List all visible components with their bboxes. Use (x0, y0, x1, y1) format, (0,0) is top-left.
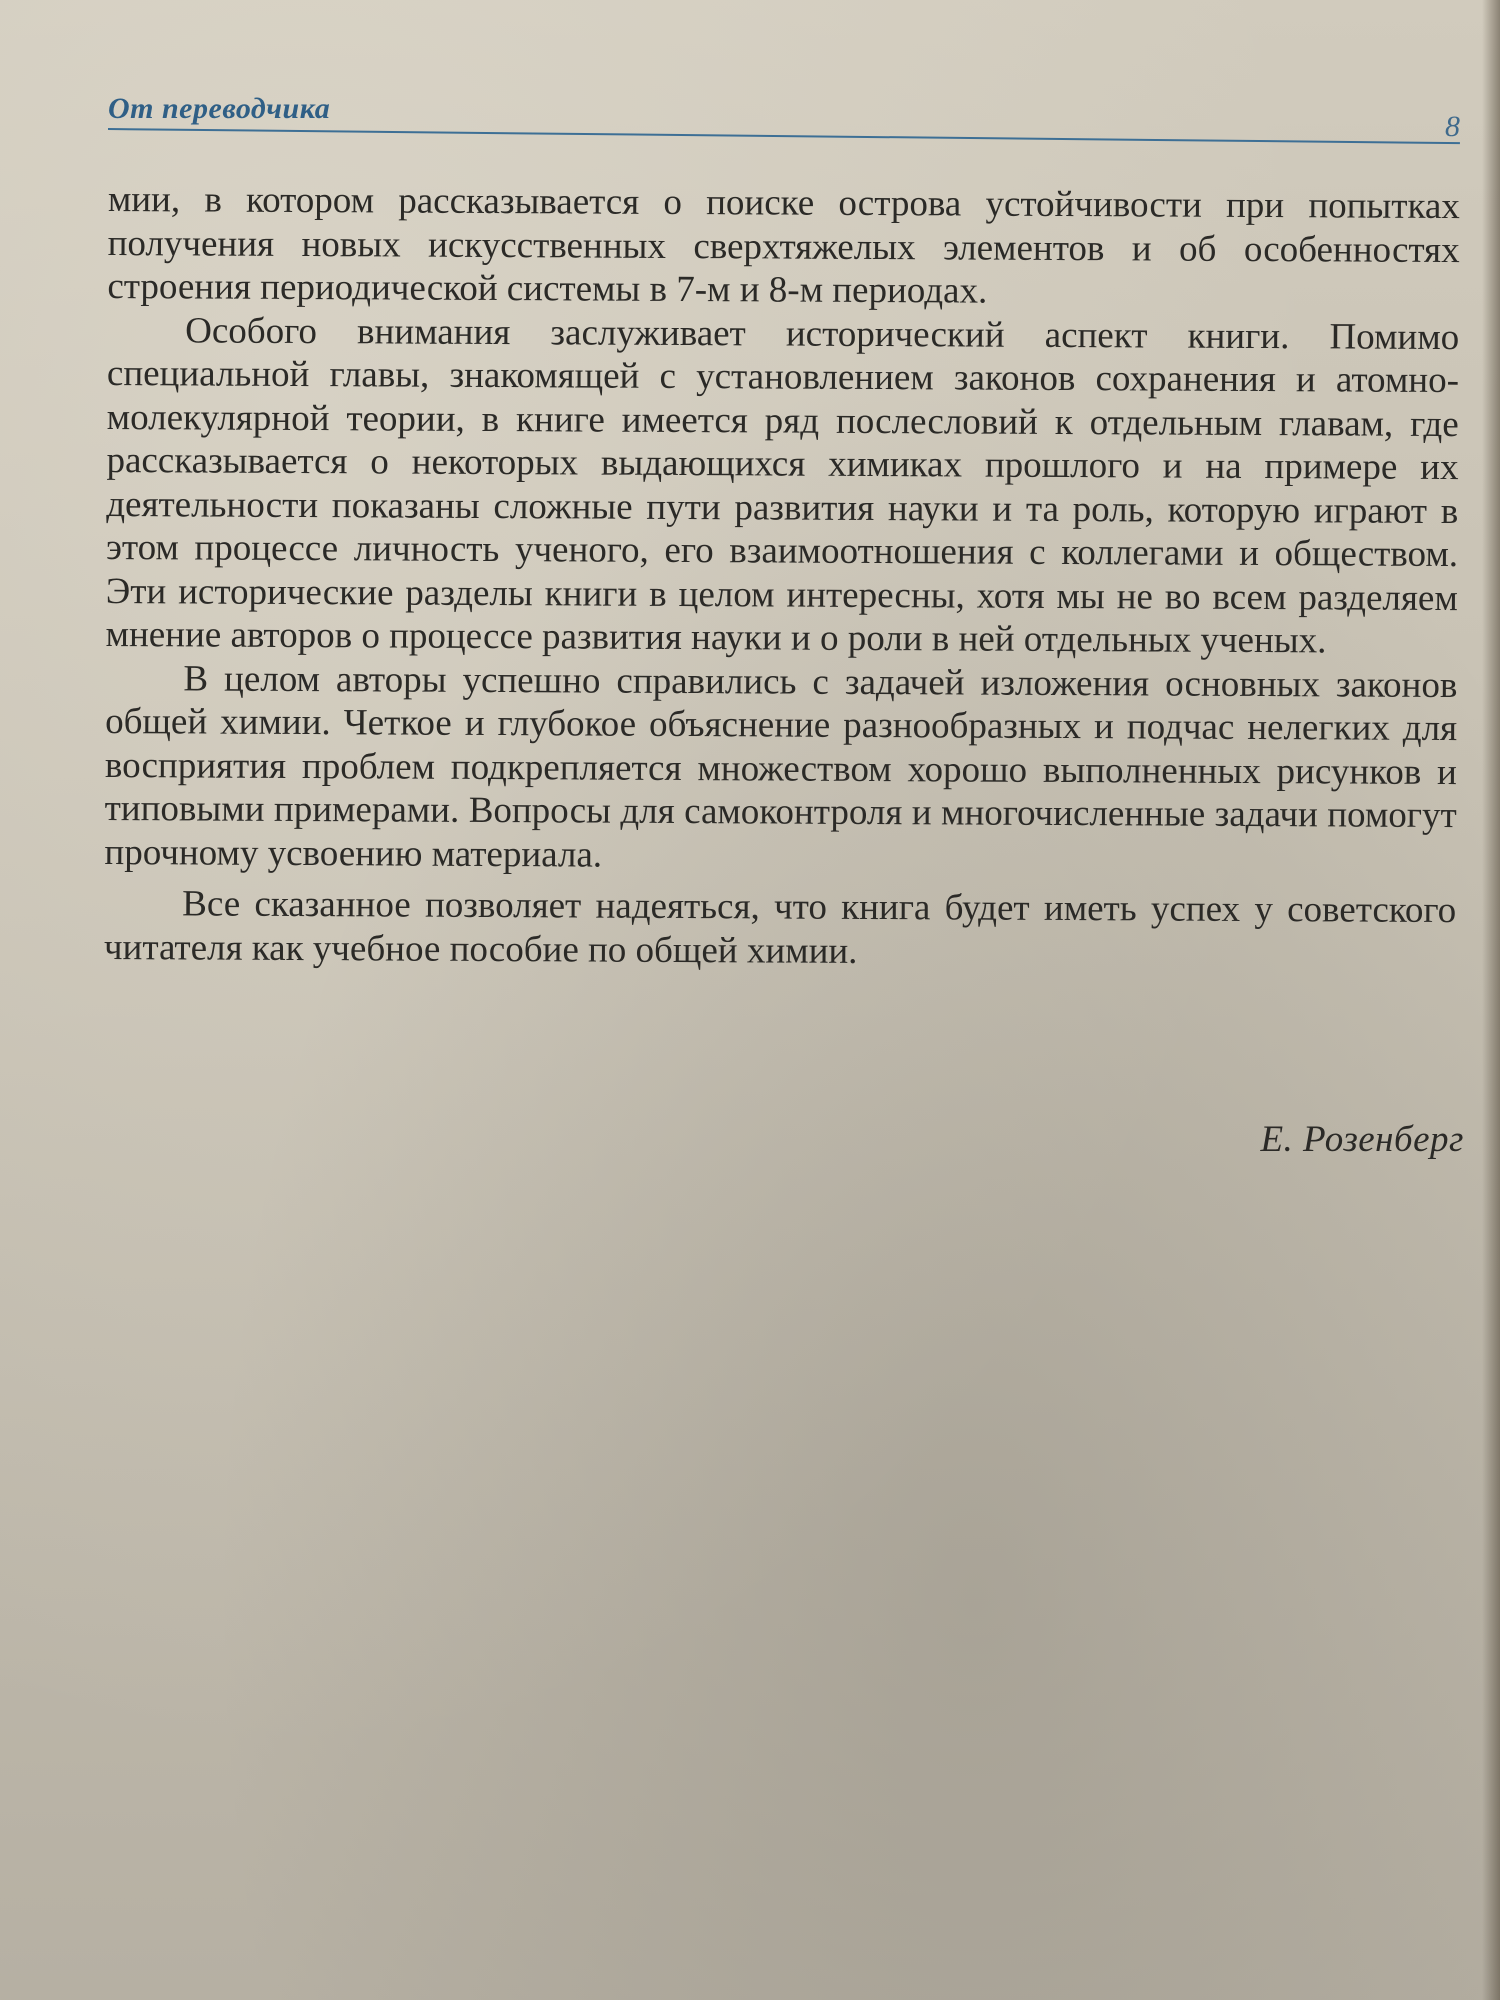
page-edge-shadow (1482, 0, 1500, 2000)
running-header (108, 86, 1460, 156)
header-rule (108, 128, 1460, 144)
paragraph-continuation: мии, в котором рассказывается о поиске острова устойчивости при попытках получения новых искусственных сверхтяжелых элементов и об особенностях строения периодической системы в 7-м и 8-м периодах. (107, 178, 1460, 312)
running-header-title: От переводчика (108, 92, 331, 125)
translator-signature: Е. Розенберг (1260, 1119, 1464, 1160)
page-number: 8 (1445, 110, 1460, 143)
paragraph-conclusion: Все сказанное позволяет надеяться, что книга будет иметь успех у советского читателя как учебное пособие по общей химии. (103, 883, 1457, 972)
body-text (104, 178, 1460, 976)
paragraph-historical-aspect: Особого внимания заслуживает исторический аспект книги. Помимо специальной главы, знакомящей с установлением законов сохранения и атомно-молекулярной теории, в книге имеется ряд послесловий к отдельным главам, где рассказывается о некоторых выдающихся химиках прошлого и на примере их деятельности показаны сложные пути развития науки и та роль, которую играют в этом процессе личность ученого, его взаимоотношения с коллегами и обществом. Эти исторические разделы книги в целом интересны, хотя мы не во всем разделяем мнение авторов о процессе развития науки и о роли в ней отдельных ученых. (105, 309, 1460, 662)
paragraph-overall-assessment: В целом авторы успешно справились с задачей изложения основных законов общей химии. Четкое и глубокое объяснение разнообразных и подчас нелегких для восприятия проблем подкрепляется множеством хорошо выполненных рисунков и типовыми примерами. Вопросы для самоконтроля и многочисленные задачи помогут прочному усвоению материала. (104, 657, 1458, 876)
